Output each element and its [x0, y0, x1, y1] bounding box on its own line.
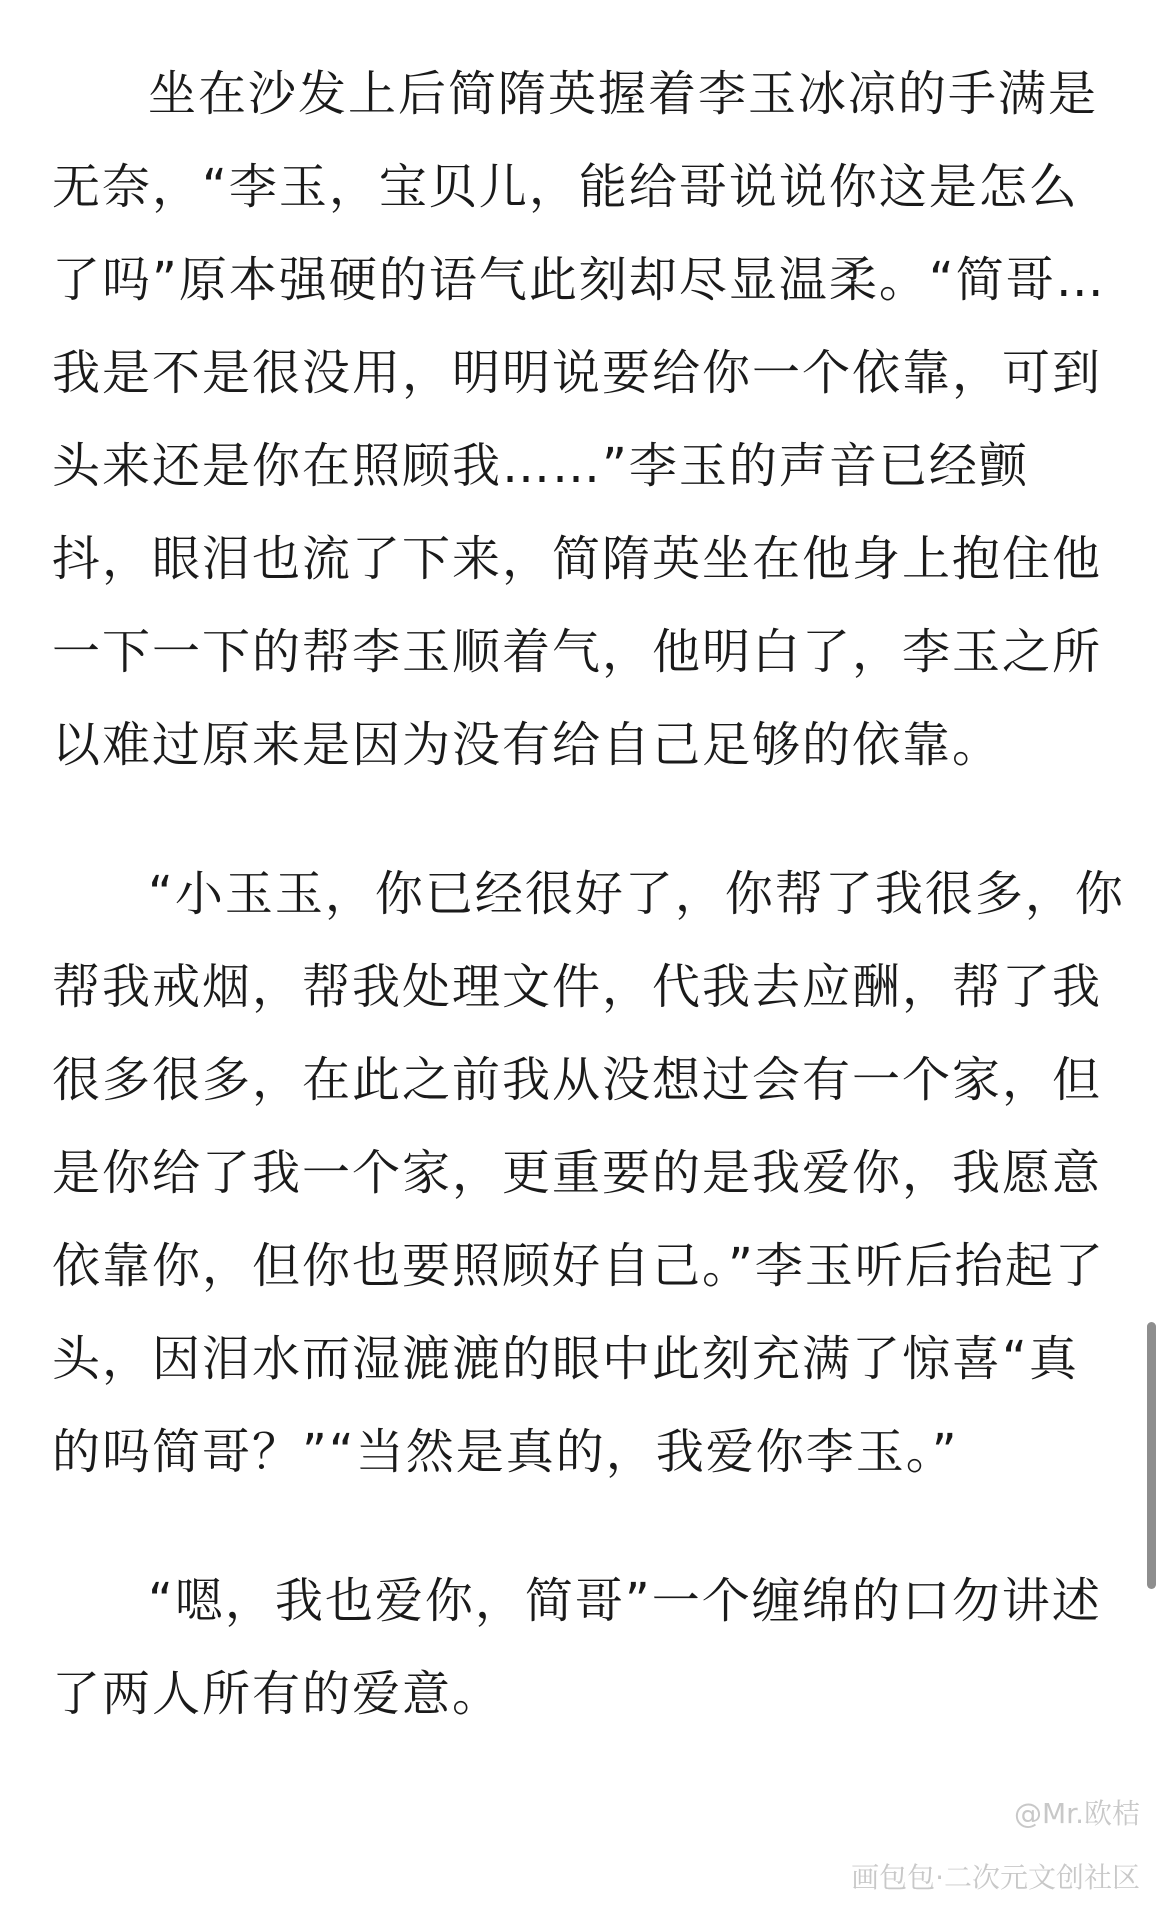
story-text [52, 48, 1126, 1741]
watermark-username: @Mr.欧桔 [1013, 1797, 1140, 1830]
paragraph-3: “嗯，我也爱你，简哥”一个缠绵的口勿讲述了两人所有的爱意。 [52, 1573, 1102, 1722]
vertical-scrollbar[interactable] [1147, 1322, 1156, 1589]
paragraph-1: 坐在沙发上后简隋英握着李玉冰凉的手满是无奈，“李玉，宝贝儿，能给哥说说你这是怎么了吗”原本强硬的语气此刻却尽显温柔。“简哥…我是不是很没用，明明说要给你一个依靠，可到头来还是你在照顾我……”李玉的声音已经颤抖，眼泪也流了下来，简隋英坐在他身上抱住他一下一下的帮李玉顺着气，他明白了，李玉之所以难过原来是因为没有给自己足够的依靠。 [52, 66, 1106, 773]
watermark-site: 画包包·二次元文创社区 [851, 1861, 1140, 1894]
paragraph-2: “小玉玉，你已经很好了，你帮了我很多，你帮我戒烟，帮我处理文件，代我去应酬，帮了我很多很多，在此之前我从没想过会有一个家，但是你给了我一个家，更重要的是我爱你，我愿意依靠你，但你也要照顾好自己。”李玉听后抬起了头，因泪水而湿漉漉的眼中此刻充满了惊喜“真的吗简哥？”“当然是真的，我爱你李玉。” [52, 866, 1125, 1480]
